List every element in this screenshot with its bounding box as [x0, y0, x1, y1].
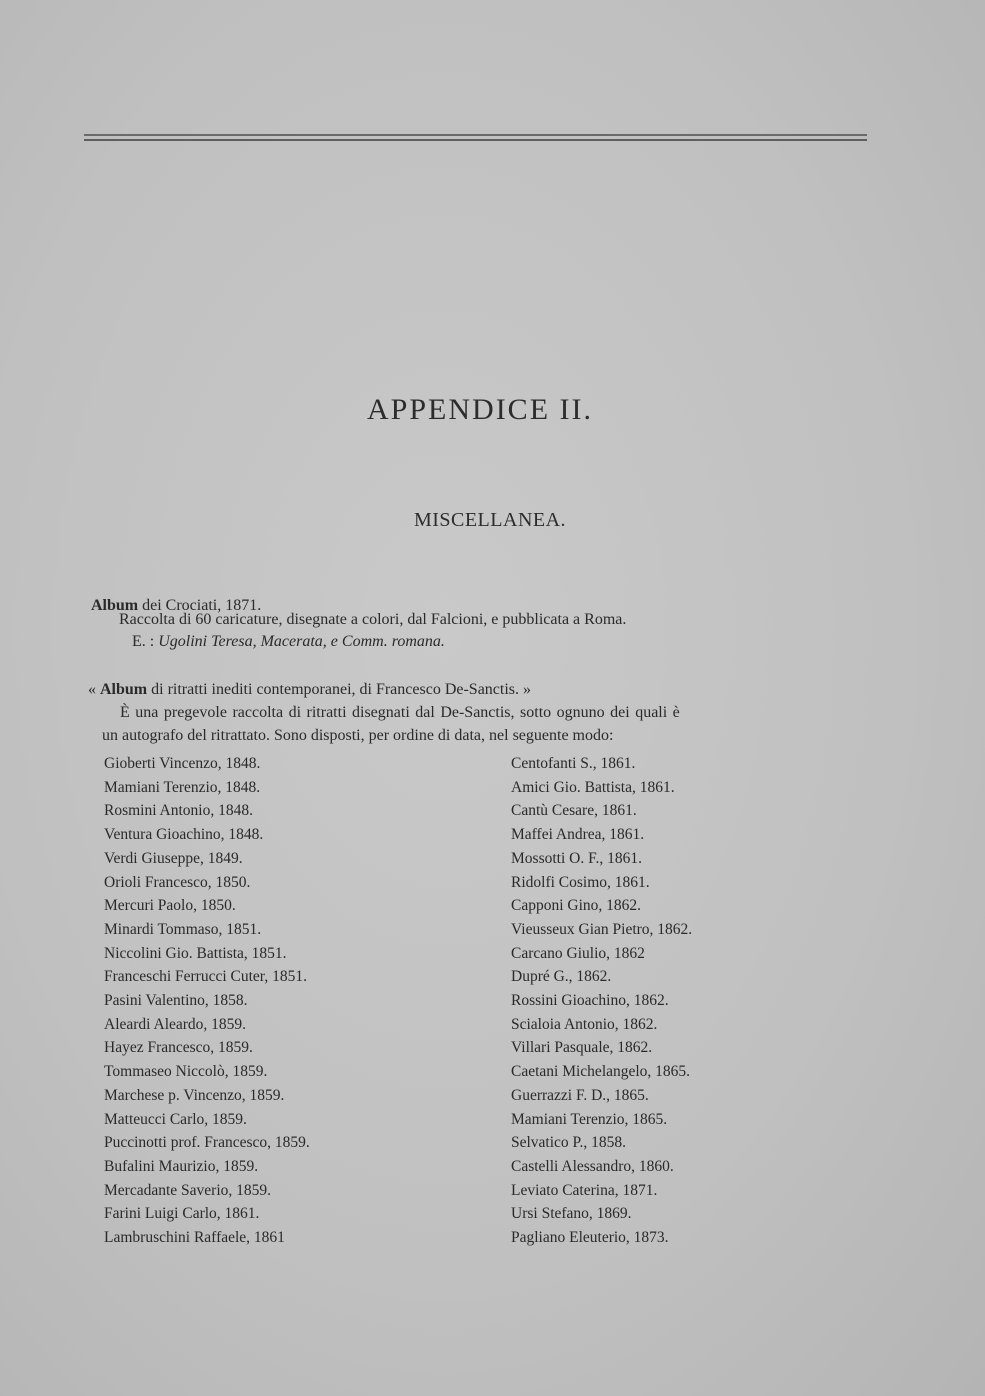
list-item: Ventura Gioachino, 1848.: [104, 826, 264, 844]
list-item: Caetani Michelangelo, 1865.: [511, 1063, 691, 1081]
list-item: Mamiani Terenzio, 1865.: [511, 1110, 668, 1128]
list-item: Orioli Francesco, 1850.: [104, 873, 251, 891]
appendix-heading: APPENDICE II.: [367, 393, 593, 426]
list-item: Farini Luigi Carlo, 1861.: [104, 1205, 260, 1223]
editor-label: E. :: [132, 633, 159, 650]
portrait-list-left: [104, 752, 310, 1250]
list-item: Mercadante Saverio, 1859.: [104, 1181, 271, 1199]
list-item: Guerrazzi F. D., 1865.: [511, 1086, 649, 1104]
list-item: Verdi Giuseppe, 1849.: [104, 849, 243, 867]
editor-name: Ugolini Teresa, Macerata, e Comm. romana.: [158, 633, 445, 650]
list-item: Capponi Gino, 1862.: [511, 897, 642, 915]
list-item: Centofanti S., 1861.: [511, 755, 636, 772]
list-item: Castelli Alessandro, 1860.: [511, 1157, 674, 1175]
list-item: Ursi Stefano, 1869.: [511, 1205, 632, 1223]
portrait-list-right: [511, 752, 692, 1250]
list-item: Ridolfi Cosimo, 1861.: [511, 873, 650, 891]
list-item: Tommaseo Niccolò, 1859.: [104, 1063, 268, 1081]
entry-album-ritratti-desc-1: È una pregevole raccolta di ritratti disegnati dal De-Sanctis, sotto ognuno dei quali è: [120, 704, 680, 721]
list-item: Leviato Caterina, 1871.: [511, 1181, 658, 1199]
top-rule-second: [84, 139, 867, 141]
list-item: Mamiani Terenzio, 1848.: [104, 778, 261, 796]
list-item: Gioberti Vincenzo, 1848.: [104, 755, 261, 772]
list-item: Hayez Francesco, 1859.: [104, 1039, 253, 1057]
entry-album-crociati-desc: Raccolta di 60 caricature, disegnate a colori, dal Falcioni, e pubblicata a Roma.: [119, 611, 627, 628]
list-item: Selvatico P., 1858.: [511, 1134, 626, 1152]
list-item: Rosmini Antonio, 1848.: [104, 802, 253, 820]
entry-title-rest: dei Crociati, 1871.: [138, 597, 262, 614]
entry-album-ritratti-title: [88, 681, 531, 699]
list-item: Maffei Andrea, 1861.: [511, 826, 645, 844]
list-item: Marchese p. Vincenzo, 1859.: [104, 1086, 285, 1104]
list-item: Franceschi Ferrucci Cuter, 1851.: [104, 968, 307, 986]
list-item: Mercuri Paolo, 1850.: [104, 897, 236, 915]
list-item: Mossotti O. F., 1861.: [511, 849, 642, 867]
list-item: Cantù Cesare, 1861.: [511, 802, 637, 820]
list-item: Amici Gio. Battista, 1861.: [511, 778, 675, 796]
list-item: Carcano Giulio, 1862: [511, 944, 645, 962]
list-item: Vieusseux Gian Pietro, 1862.: [511, 920, 693, 938]
entry-album-ritratti-desc-2: un autografo del ritrattato. Sono disposti, per ordine di data, nel seguente modo:: [102, 727, 614, 744]
list-item: Pagliano Eleuterio, 1873.: [511, 1229, 669, 1247]
list-item: Bufalini Maurizio, 1859.: [104, 1157, 259, 1175]
entry-title-bold: Album: [91, 597, 139, 614]
list-item: Scialoia Antonio, 1862.: [511, 1015, 658, 1033]
list-item: Matteucci Carlo, 1859.: [104, 1110, 247, 1128]
list-item: Lambruschini Raffaele, 1861: [104, 1229, 285, 1247]
list-item: Pasini Valentino, 1858.: [104, 992, 248, 1010]
list-item: Puccinotti prof. Francesco, 1859.: [104, 1134, 310, 1152]
list-item: Minardi Tommaso, 1851.: [104, 920, 262, 938]
open-quote: «: [88, 681, 100, 698]
list-item: Villari Pasquale, 1862.: [511, 1039, 653, 1057]
list-item: Dupré G., 1862.: [511, 968, 612, 986]
list-item: Rossini Gioachino, 1862.: [511, 992, 669, 1010]
section-subheading: MISCELLANEA.: [413, 509, 567, 531]
entry-title-rest: di ritratti inediti contemporanei, di Francesco De-Sanctis. »: [147, 681, 532, 698]
entry-album-crociati-editor: [132, 633, 445, 651]
entry-title-bold: Album: [100, 681, 148, 698]
top-rule: [84, 134, 867, 136]
list-item: Niccolini Gio. Battista, 1851.: [104, 944, 287, 962]
list-item: Aleardi Aleardo, 1859.: [104, 1015, 247, 1033]
